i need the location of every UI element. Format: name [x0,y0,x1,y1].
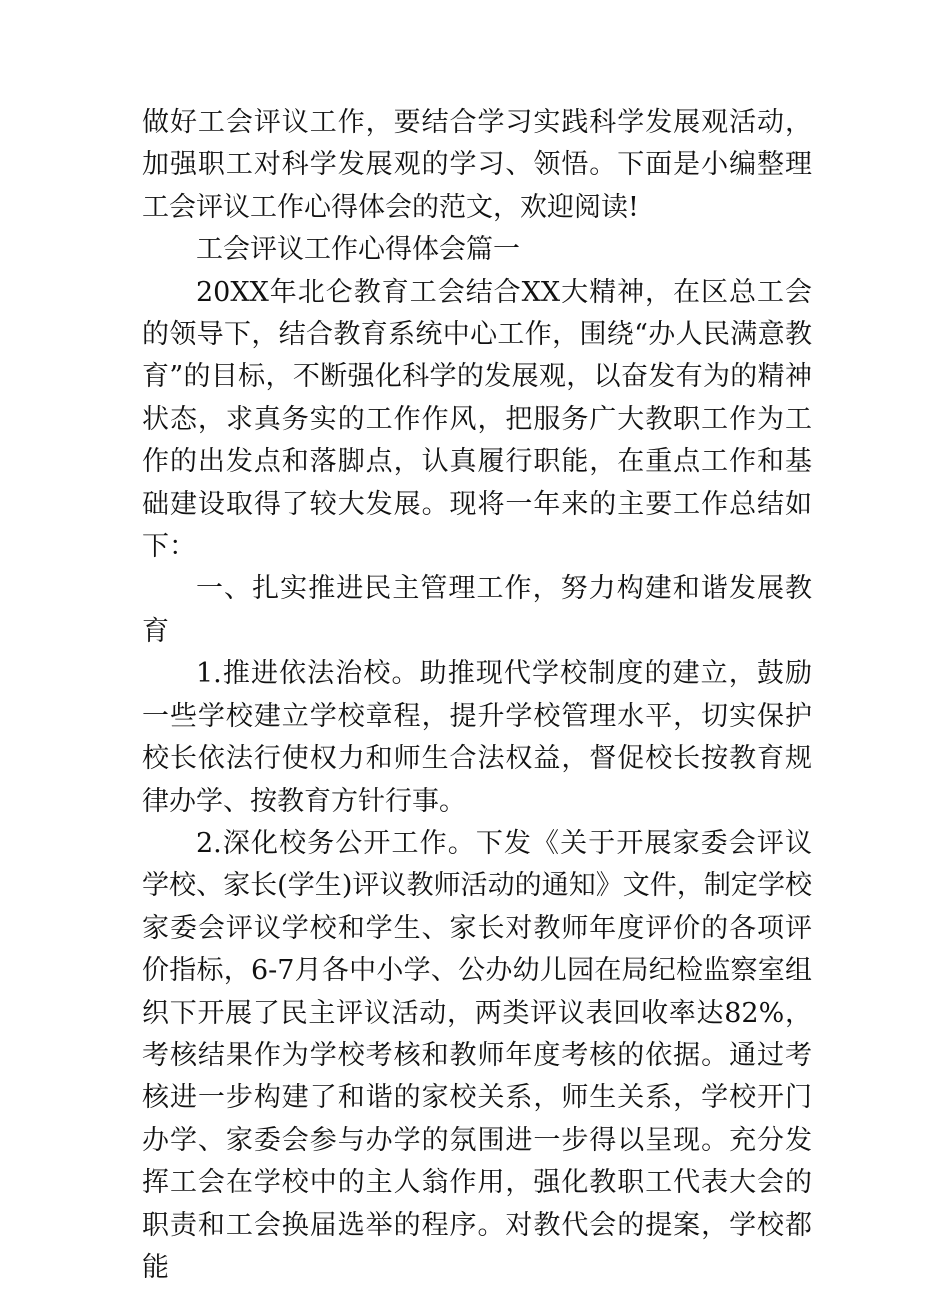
section-heading-democratic-management: 一、扎实推进民主管理工作，努力构建和谐发展教育 [142,573,812,647]
paragraph-summary: 20XX年北仑教育工会结合XX大精神，在区总工会的领导下，结合教育系统中心工作，围绕“办人民满意教育”的目标，不断强化科学的发展观，以奋发有为的精神状态，求真务实的工作作风，把服务广大教职工作为工作的出发点和落脚点，认真履行职能，在重点工作和基础建设取得了较大发展。现将一年来的主要工作总结如下： [142,276,812,563]
paragraph-intro: 做好工会评议工作，要结合学习实践科学发展观活动，加强职工对科学发展观的学习、领悟。下面是小编整理工会评议工作心得体会的范文，欢迎阅读! [142,107,812,223]
document-body [142,102,812,1289]
paragraph-item-1: 1.推进依法治校。助推现代学校制度的建立，鼓励一些学校建立学校章程，提升学校管理水平，切实保护校长依法行使权力和师生合法权益，督促校长按教育规律办学、按教育方针行事。 [142,658,812,817]
paragraph-item-2: 2.深化校务公开工作。下发《关于开展家委会评议学校、家长(学生)评议教师活动的通知》文件，制定学校家委会评议学校和学生、家长对教师年度评价的各项评价指标，6-7月各中小学、公办幼儿园在局纪检监察室组织下开展了民主评议活动，两类评议表回收率达82%，考核结果作为学校考核和教师年度考核的依据。通过考核进一步构建了和谐的家校关系，师生关系，学校开门办学、家委会参与办学的氛围进一步得以呈现。充分发挥工会在学校中的主人翁作用，强化教职工代表大会的职责和工会换届选举的程序。对教代会的提案，学校都能 [142,827,812,1283]
section-heading-part-one: 工会评议工作心得体会篇一 [196,234,520,266]
